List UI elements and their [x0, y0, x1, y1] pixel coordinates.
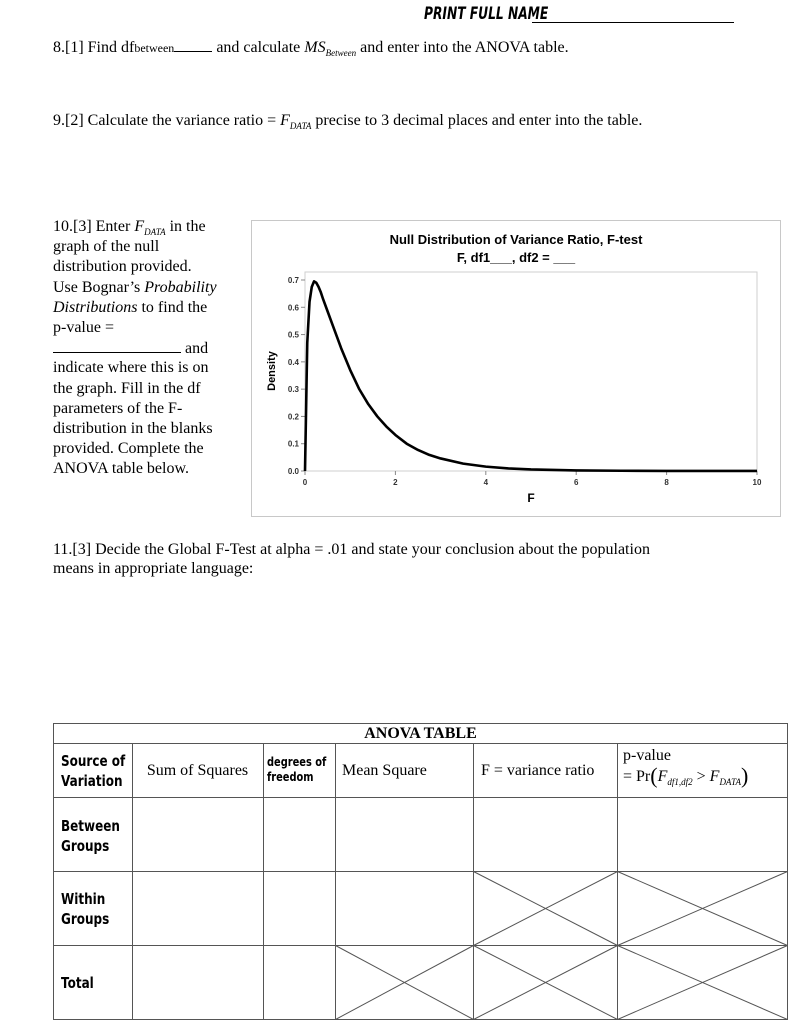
y-tick-label: 0.6 — [287, 303, 299, 313]
q9-start: Calculate the variance ratio = — [87, 112, 277, 129]
q8-end: and enter into the ANOVA table. — [360, 39, 569, 56]
q9-f: F — [280, 112, 290, 129]
y-tick-label: 0.5 — [287, 330, 299, 340]
q10-line-5b: to find the — [141, 298, 208, 316]
header-source-line-1: Source of — [61, 752, 126, 770]
header-df-line-2: freedom — [267, 770, 314, 784]
print-name-blank[interactable] — [532, 22, 734, 23]
chart-subtitle-a: F, df1 — [456, 250, 491, 265]
chart-subtitle-b: , df2 = — [511, 250, 550, 265]
p-sub: df1,df2 — [667, 777, 693, 787]
chart-title: Null Distribution of Variance Ratio, F-test — [389, 232, 643, 247]
cell-between-p[interactable] — [618, 798, 787, 871]
header-source-line-2: Variation — [61, 772, 123, 790]
q10-line-11: distribution in the blanks — [53, 419, 213, 437]
q10-line-4 — [53, 278, 243, 298]
chart-df1-blank[interactable]: ___ — [490, 250, 512, 265]
header-sum-of-squares: Sum of Squares — [146, 762, 249, 779]
x-tick-label: 4 — [483, 478, 489, 487]
p-close-paren: ) — [740, 763, 749, 788]
y-tick-label: 0.3 — [287, 385, 299, 395]
p-gt: > — [696, 768, 706, 785]
cell-within-df[interactable] — [264, 872, 335, 945]
anova-table — [53, 723, 788, 1020]
row-between-line-2: Groups — [61, 837, 110, 855]
y-axis-ticks — [288, 276, 305, 476]
q10-f-sub: DATA — [144, 227, 166, 237]
question-8 — [53, 39, 569, 58]
y-axis-label: Density — [266, 351, 278, 391]
x-tick-label: 8 — [664, 478, 669, 487]
q8-df-blank[interactable] — [174, 51, 212, 52]
row-label-total — [61, 973, 94, 993]
f-distribution-chart — [251, 220, 781, 517]
q10-line-4b: Probability — [144, 278, 217, 296]
question-10 — [53, 217, 243, 479]
q10-f: F — [134, 218, 145, 235]
header-mean-square: Mean Square — [342, 762, 427, 779]
q10-line-13: ANOVA table below. — [53, 460, 189, 478]
p-sub2: DATA — [719, 777, 741, 787]
q9-end: precise to 3 decimal places and enter into the table. — [315, 112, 643, 129]
row-within-line-1: Within — [61, 890, 106, 908]
x-tick-label: 0 — [302, 478, 308, 487]
p-value-blank[interactable] — [53, 338, 181, 353]
q8-ms: MS — [304, 39, 326, 56]
row-total-line-1: Total — [61, 974, 94, 992]
q10-line-8: indicate where this is on — [53, 359, 209, 377]
y-tick-label: 0.2 — [287, 412, 299, 422]
p-f: F — [657, 768, 668, 785]
q10-line-5a: Distributions — [53, 298, 138, 316]
q8-find: Find df — [87, 39, 135, 56]
q10-line-9: the graph. Fill in the df — [53, 379, 201, 397]
chart-svg — [252, 221, 780, 516]
header-p-value — [623, 746, 748, 792]
x-axis-ticks — [303, 471, 762, 487]
print-name-label: PRINT FULL NAME — [424, 4, 549, 24]
cell-within-ms[interactable] — [336, 872, 473, 945]
q10-line-7 — [53, 338, 243, 358]
cell-between-f[interactable] — [474, 798, 617, 871]
anova-title: ANOVA TABLE — [364, 725, 477, 742]
y-tick-label: 0.1 — [287, 439, 299, 449]
q10-enter: Enter — [95, 218, 131, 235]
x-tick-label: 6 — [573, 478, 579, 487]
q10-line-12: provided. Complete the — [53, 440, 204, 458]
chart-df2-blank[interactable]: ___ — [549, 250, 576, 265]
q10-line-3: distribution provided. — [53, 258, 192, 276]
header-source — [61, 751, 125, 791]
q10-line-1 — [53, 217, 243, 237]
header-df-line-1: degrees of — [267, 755, 327, 769]
row-label-between-groups — [61, 816, 120, 856]
q10-line-6: p-value = — [53, 318, 114, 336]
q10-line-5 — [53, 298, 243, 318]
q11-line-1: 11.[3] Decide the Global F-Test at alpha = .01 and state your conclusion about the population — [53, 541, 650, 558]
y-tick-label: 0.7 — [287, 276, 299, 285]
density-curve — [305, 281, 757, 471]
q10-line-4a: Use Bognar’s — [53, 278, 141, 296]
cell-between-ms[interactable] — [336, 798, 473, 871]
cell-between-df[interactable] — [264, 798, 335, 871]
q8-number: 8.[1] — [53, 39, 84, 56]
q10-in-the: in the — [169, 218, 206, 235]
y-tick-label: 0.4 — [287, 357, 299, 367]
header-p-value-line-1: p-value — [623, 747, 671, 764]
row-between-line-1: Between — [61, 817, 120, 835]
header-degrees-of-freedom — [267, 755, 326, 785]
cell-between-ss[interactable] — [133, 798, 263, 871]
question-9 — [53, 112, 642, 131]
cell-total-ss[interactable] — [133, 946, 263, 1019]
p-f2: F — [709, 768, 720, 785]
x-tick-label: 2 — [393, 478, 398, 487]
row-within-line-2: Groups — [61, 910, 110, 928]
q10-and: and — [185, 340, 209, 358]
header-p-value-line-2 — [623, 763, 749, 792]
row-label-within-groups — [61, 889, 109, 929]
y-tick-label: 0.0 — [287, 467, 299, 476]
x-tick-label: 10 — [752, 478, 762, 487]
cell-total-df[interactable] — [264, 946, 335, 1019]
q10-line-10: parameters of the F- — [53, 399, 183, 417]
x-axis-label: F — [527, 491, 535, 505]
q10-number: 10.[3] — [53, 218, 92, 235]
q9-number: 9.[2] — [53, 112, 84, 129]
question-11 — [53, 540, 650, 578]
q9-f-sub: DATA — [289, 121, 312, 131]
q8-ms-sub: Between — [325, 48, 357, 58]
q11-line-2: means in appropriate language: — [53, 560, 254, 577]
chart-subtitle — [457, 250, 576, 265]
plot-area — [305, 272, 757, 471]
q8-mid: and calculate — [216, 39, 301, 56]
q10-line-2: graph of the null — [53, 238, 160, 256]
p-eq: = Pr — [623, 768, 651, 785]
header-f-ratio: F = variance ratio — [481, 762, 595, 779]
p-open-paren: ( — [650, 763, 658, 788]
q8-df-sub: between — [134, 41, 175, 55]
cell-within-ss[interactable] — [133, 872, 263, 945]
